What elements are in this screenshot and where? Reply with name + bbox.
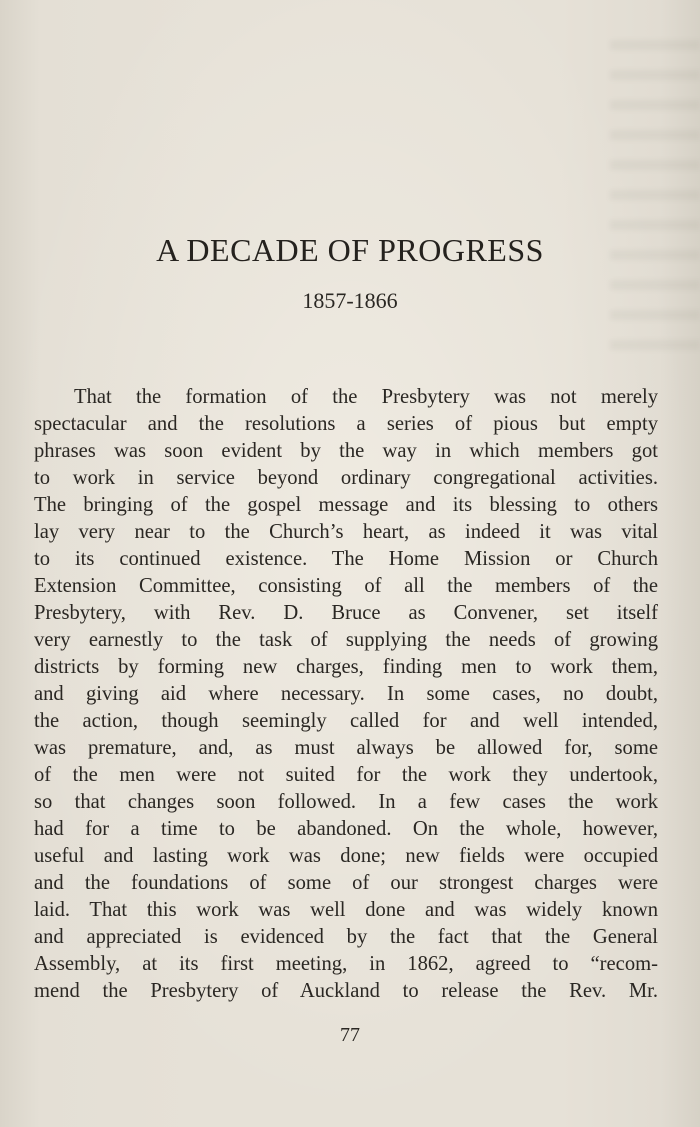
page-number: 77: [340, 1024, 360, 1046]
text-line: and giving aid where necessary. In some cases, no doubt,: [34, 683, 658, 705]
text-line: Extension Committee, consisting of all the members of the: [34, 575, 658, 597]
text-line: useful and lasting work was done; new fields were occupied: [34, 845, 658, 867]
text-line: was premature, and, as must always be allowed for, some: [34, 737, 658, 759]
text-line: districts by forming new charges, finding men to work them,: [34, 656, 658, 678]
text-line: The bringing of the gospel message and its blessing to others: [34, 494, 658, 516]
text-line: and the foundations of some of our strongest charges were: [34, 872, 658, 894]
text-line: phrases was soon evident by the way in which members got: [34, 440, 658, 462]
text-line: Presbytery, with Rev. D. Bruce as Convener, set itself: [34, 602, 658, 624]
text-line: to work in service beyond ordinary congregational activities.: [34, 467, 658, 489]
text-line: lay very near to the Church’s heart, as indeed it was vital: [34, 521, 658, 543]
text-line: so that changes soon followed. In a few cases the work: [34, 791, 658, 813]
chapter-dates: 1857-1866: [302, 288, 398, 313]
show-through-texture: [610, 40, 700, 370]
text-line: very earnestly to the task of supplying the needs of growing: [34, 629, 658, 651]
text-line: and appreciated is evidenced by the fact that the General: [34, 926, 658, 948]
text-line: mend the Presbytery of Auckland to release the Rev. Mr.: [34, 980, 658, 1002]
chapter-title: A DECADE OF PROGRESS: [156, 232, 544, 268]
text-line: to its continued existence. The Home Mission or Church: [34, 548, 658, 570]
text-line: the action, though seemingly called for and well intended,: [34, 710, 658, 732]
text-line: Assembly, at its first meeting, in 1862, agreed to “recom-: [34, 953, 658, 975]
text-line: laid. That this work was well done and was widely known: [34, 899, 658, 921]
text-line: of the men were not suited for the work they undertook,: [34, 764, 658, 786]
body-paragraph: [34, 384, 658, 1005]
text-line: spectacular and the resolutions a series of pious but empty: [34, 413, 658, 435]
text-line: had for a time to be abandoned. On the whole, however,: [34, 818, 658, 840]
text-line: That the formation of the Presbytery was not merely: [74, 386, 658, 408]
